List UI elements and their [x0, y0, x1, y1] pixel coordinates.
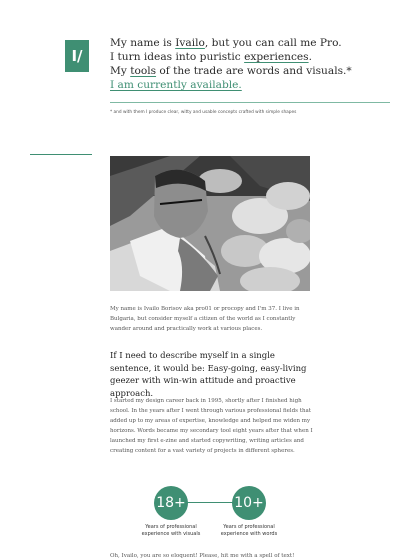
footnote: * and with them I produce clear, witty and usable concepts crafted with simple shapes — [110, 110, 297, 115]
stat-words-circle: 10+ — [232, 486, 266, 520]
site-logo[interactable] — [65, 40, 89, 72]
stat-visuals-caption: Years of professional experience with visuals — [141, 524, 201, 537]
experiences-link[interactable]: experiences — [244, 51, 309, 63]
profile-photo — [110, 156, 310, 291]
more-text-prompt: Oh, Ivailo, you are so eloquent! Please, hit me with a spell of text! — [110, 553, 295, 559]
intro-divider — [110, 102, 390, 103]
logo-mark: I/ — [71, 46, 83, 65]
intro-line-2: I turn ideas into puristic experiences. — [110, 51, 312, 63]
stat-visuals-circle: 18+ — [154, 486, 188, 520]
availability-link[interactable]: I am currently available. — [110, 79, 242, 91]
section-divider — [30, 154, 92, 155]
intro-line-4 — [110, 78, 410, 92]
intro-block — [110, 36, 410, 92]
stats-connector — [185, 502, 235, 503]
tools-link[interactable]: tools — [130, 65, 157, 77]
stat-words-caption: Years of professional experience with words — [220, 524, 278, 537]
about-paragraph-2: I started my design career back in 1995, shortly after I finished high school. In the years after I went through various professional fields that added up to my areas of expertise, knowledge and helped me widen my horizons. Words became my secondary tool eight years after that when I launched my first e-zine and started copywriting, writing articles and creating content for a vast variety of projects in different spheres. — [110, 398, 313, 454]
intro-line-3: My tools of the trade are words and visuals.* — [110, 65, 352, 77]
intro-line-1: My name is Ivailo, but you can call me Pro. — [110, 37, 342, 49]
about-quote: If I need to describe myself in a single sentence, it would be: Easy-going, easy-living geezer with win-win attitude and proactive approach. — [110, 351, 307, 399]
name-link[interactable]: Ivailo — [175, 37, 205, 49]
about-paragraph-1: My name is Ivailo Borisov aka pro01 or procopy and I'm 37. I live in Bulgaria, but consider myself a citizen of the world as I constantly wander around and practically work at various places. — [110, 306, 300, 332]
